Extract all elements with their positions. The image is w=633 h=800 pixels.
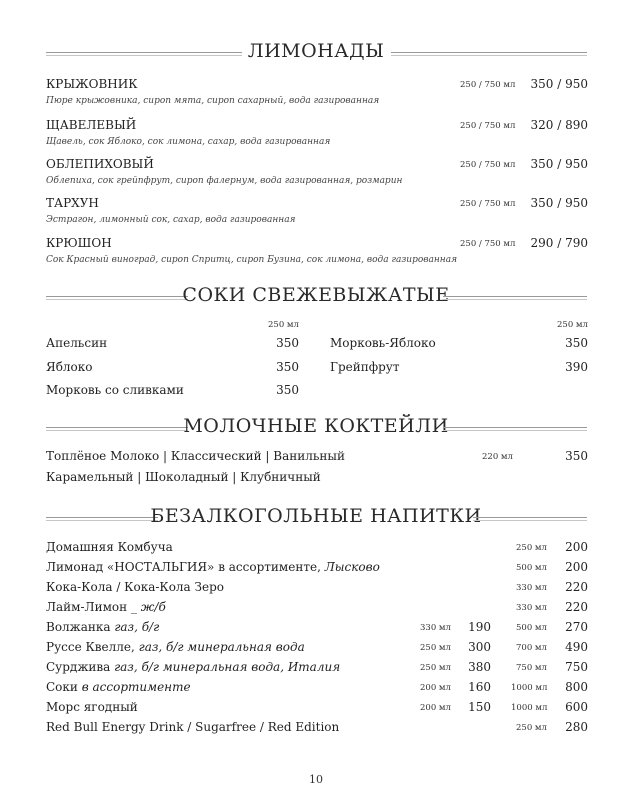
item-price-small: 150 <box>468 700 491 714</box>
item-price: 290 / 790 <box>530 236 588 250</box>
item-name: Морковь-Яблоко <box>330 336 436 350</box>
soft-drinks-title: БЕЗАЛКОГОЛЬНЫЕ НАПИТКИ <box>150 505 482 527</box>
item-name: Грейпфрут <box>330 360 400 374</box>
item-name: Соки в ассортименте <box>46 680 191 694</box>
item-volume-large: 1000 мл <box>511 703 548 713</box>
item-price-large: 220 <box>565 580 588 594</box>
item-volume-large: 330 мл <box>516 583 547 593</box>
milk-flavors-line-2: Карамельный | Шоколадный | Клубничный <box>46 470 321 484</box>
item-name: Домашняя Комбуча <box>46 540 173 554</box>
item-price-large: 750 <box>565 660 588 674</box>
item-volume-small: 200 мл <box>420 703 451 713</box>
section-divider <box>46 296 188 297</box>
item-price: 350 <box>565 336 588 350</box>
item-price: 350 <box>276 360 299 374</box>
milk-price: 350 <box>565 449 588 463</box>
item-price-large: 200 <box>565 560 588 574</box>
item-name: Сурджива газ, б/г минеральная вода, Италия <box>46 660 341 674</box>
item-volume-large: 330 мл <box>516 603 547 613</box>
item-volume-large: 500 мл <box>516 623 547 633</box>
item-volume-small: 250 мл <box>420 643 451 653</box>
item-price: 350 / 950 <box>530 157 588 171</box>
item-price-large: 220 <box>565 600 588 614</box>
item-volume-large: 750 мл <box>516 663 547 673</box>
item-price: 350 <box>276 383 299 397</box>
item-description: Эстрагон, лимонный сок, сахар, вода газированная <box>46 215 296 225</box>
section-divider <box>391 52 587 53</box>
item-description: Облепиха, сок грейпфрут, сироп фалернум, вода газированная, розмарин <box>46 176 403 186</box>
section-divider <box>443 296 587 297</box>
item-volume-large: 1000 мл <box>511 683 548 693</box>
item-name: Руссе Квелле, газ, б/г минеральная вода <box>46 640 305 654</box>
page-number: 10 <box>309 773 323 786</box>
item-price-large: 270 <box>565 620 588 634</box>
item-volume: 250 / 750 мл <box>460 121 516 131</box>
item-volume: 250 / 750 мл <box>460 80 516 90</box>
item-price: 390 <box>565 360 588 374</box>
juices-volume-right: 250 мл <box>557 320 588 330</box>
item-volume: 250 / 750 мл <box>460 160 516 170</box>
item-volume-small: 250 мл <box>420 663 451 673</box>
item-price-large: 200 <box>565 540 588 554</box>
section-divider <box>46 52 242 53</box>
item-price: 350 / 950 <box>530 77 588 91</box>
item-name: Волжанка газ, б/г <box>46 620 160 634</box>
item-name: Морс ягодный <box>46 700 138 714</box>
item-volume-small: 330 мл <box>420 623 451 633</box>
item-price: 350 / 950 <box>530 196 588 210</box>
item-price: 320 / 890 <box>530 118 588 132</box>
item-name: КРЮШОН <box>46 236 112 250</box>
item-name: ТАРХУН <box>46 196 99 210</box>
milk-flavors-line-1: Топлёное Молоко | Классический | Ванильный <box>46 449 345 463</box>
item-volume-large: 250 мл <box>516 543 547 553</box>
item-volume-large: 250 мл <box>516 723 547 733</box>
item-name: Лимонад «НОСТАЛЬГИЯ» в ассортименте, Лысково <box>46 560 380 574</box>
juices-title: СОКИ СВЕЖЕВЫЖАТЫЕ <box>182 284 450 306</box>
lemonades-title: ЛИМОНАДЫ <box>247 40 385 62</box>
item-name: Кока-Кола / Кока-Кола Зеро <box>46 580 224 594</box>
item-price-small: 190 <box>468 620 491 634</box>
item-volume: 250 / 750 мл <box>460 239 516 249</box>
item-volume-large: 500 мл <box>516 563 547 573</box>
item-name: Яблоко <box>46 360 93 374</box>
item-price-small: 380 <box>468 660 491 674</box>
item-price-large: 490 <box>565 640 588 654</box>
item-name: ОБЛЕПИХОВЫЙ <box>46 157 154 171</box>
milk-volume: 220 мл <box>482 452 513 462</box>
item-name: Апельсин <box>46 336 108 350</box>
item-name: Лайм-Лимон _ ж/б <box>46 600 166 614</box>
item-name: ЩАВЕЛЕВЫЙ <box>46 118 137 132</box>
item-volume-large: 700 мл <box>516 643 547 653</box>
item-price-large: 600 <box>565 700 588 714</box>
milk-title: МОЛОЧНЫЕ КОКТЕЙЛИ <box>183 415 449 437</box>
item-name: Red Bull Energy Drink / Sugarfree / Red Edition <box>46 720 340 734</box>
section-divider <box>473 517 587 518</box>
item-price: 350 <box>276 336 299 350</box>
item-name: Морковь со сливками <box>46 383 184 397</box>
item-description: Пюре крыжовника, сироп мята, сироп сахарный, вода газированная <box>46 96 380 106</box>
item-volume-small: 200 мл <box>420 683 451 693</box>
juices-volume-left: 250 мл <box>268 320 299 330</box>
item-price-large: 280 <box>565 720 588 734</box>
item-price-large: 800 <box>565 680 588 694</box>
item-description: Сок Красный виноград, сироп Спритц, сироп Бузина, сок лимона, вода газированная <box>46 255 458 265</box>
section-divider <box>46 517 158 518</box>
item-price-small: 160 <box>468 680 491 694</box>
item-description: Щавель, сок Яблоко, сок лимона, сахар, вода газированная <box>46 137 331 147</box>
item-volume: 250 / 750 мл <box>460 199 516 209</box>
item-price-small: 300 <box>468 640 491 654</box>
item-name: КРЫЖОВНИК <box>46 77 138 91</box>
section-divider <box>46 427 188 428</box>
section-divider <box>443 427 587 428</box>
